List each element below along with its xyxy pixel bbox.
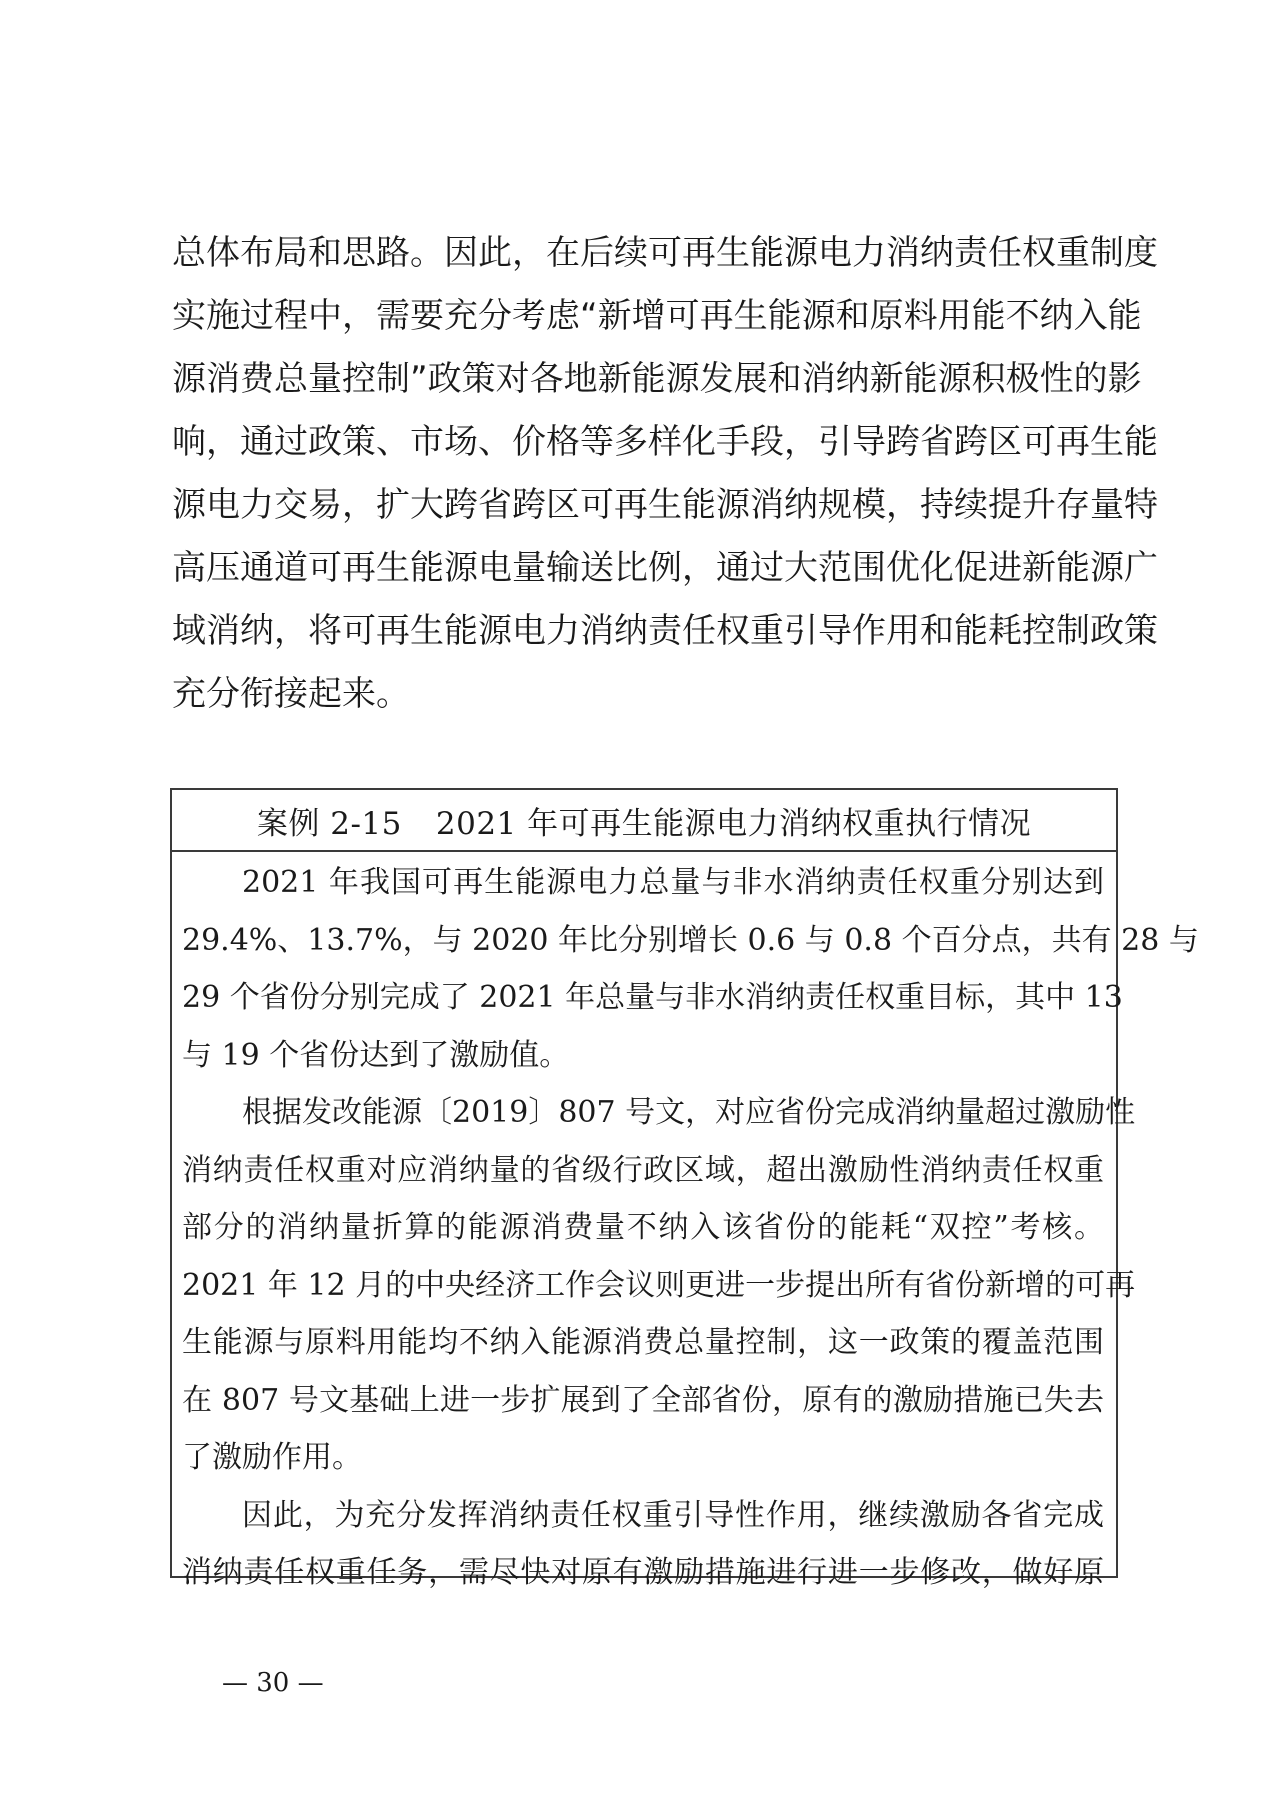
body-line: 源电力交易，扩大跨省跨区可再生能源消纳规模，持续提升存量特 [172,485,1158,525]
case-line: 生能源与原料用能均不纳入能源消费总量控制，这一政策的覆盖范围 [182,1325,1104,1360]
body-line: 源消费总量控制”政策对各地新能源发展和消纳新能源积极性的影 [172,359,1142,399]
body-line: 充分衔接起来。 [172,674,410,714]
case-line: 部分的消纳量折算的能源消费量不纳入该省份的能耗“双控”考核。 [182,1210,1104,1245]
case-title [172,790,1116,852]
case-label: 案例 2-15 [256,805,402,842]
case-line: 消纳责任权重对应消纳量的省级行政区域，超出激励性消纳责任权重 [182,1152,1104,1188]
case-line: 根据发改能源〔2019〕807 号文，对应省份完成消纳量超过激励性 [242,1095,1136,1130]
body-line: 域消纳，将可再生能源电力消纳责任权重引导作用和能耗控制政策 [172,611,1158,651]
case-line: 与 19 个省份达到了激励值。 [182,1037,570,1073]
case-content [172,852,1199,1602]
body-paragraph [172,222,1158,726]
body-line: 响，通过政策、市场、价格等多样化手段，引导跨省跨区可再生能 [172,422,1158,462]
case-line: 29 个省份分别完成了 2021 年总量与非水消纳责任权重目标，其中 13 [182,980,1123,1015]
page-number: — 30 — [222,1668,324,1698]
case-line: 在 807 号文基础上进一步扩展到了全部省份，原有的激励措施已失去 [182,1382,1104,1418]
case-line: 2021 年我国可再生能源电力总量与非水消纳责任权重分别达到 [242,865,1104,900]
case-line: 2021 年 12 月的中央经济工作会议则更进一步提出所有省份新增的可再 [182,1267,1136,1303]
body-line: 总体布局和思路。因此，在后续可再生能源电力消纳责任权重制度 [172,233,1158,273]
case-title-text: 2021 年可再生能源电力消纳权重执行情况 [435,805,1032,842]
body-line: 高压通道可再生能源电量输送比例，通过大范围优化促进新能源广 [172,548,1158,588]
case-line: 因此，为充分发挥消纳责任权重引导性作用，继续激励各省完成 [242,1497,1104,1533]
case-line: 消纳责任权重任务，需尽快对原有激励措施进行进一步修改，做好原 [182,1555,1104,1590]
case-line: 了激励作用。 [182,1440,362,1475]
case-line: 29.4%、13.7%，与 2020 年比分别增长 0.6 与 0.8 个百分点，共有 28 与 [182,922,1199,958]
case-box [170,788,1199,1590]
body-line: 实施过程中，需要充分考虑“新增可再生能源和原料用能不纳入能 [172,296,1142,336]
